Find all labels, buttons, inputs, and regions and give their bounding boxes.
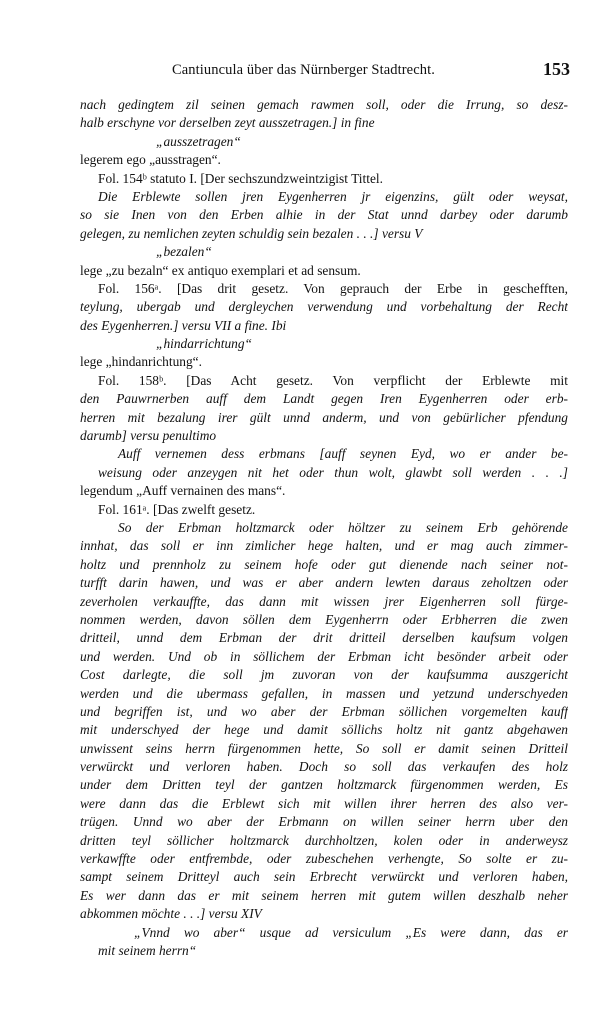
text-line: Cost darlegte, die soll jm zuvoran von der kaufsumma auszgericht (80, 667, 568, 683)
text-line: legendum „Auff vernainen des mans“. (80, 483, 286, 499)
text-line: dritteil, unnd dem Erbman der drit dritteil derselben kaufsum volgen (80, 630, 568, 646)
text-line: Fol. 161ᵃ. [Das zwelft gesetz. (98, 501, 256, 517)
text-line: gelegen, zu nemlichen zeyten schuldig sein bezalen . . .] versu V (80, 225, 423, 241)
text-line: unwissent seins herrn fürgenommen hette, So soll er damit seinen Dritteil (80, 740, 568, 756)
text-line: „ausszetragen“ (156, 133, 241, 149)
text-line: lege „zu bezaln“ ex antiquo exemplari et ad sensum. (80, 262, 361, 278)
text-line: Fol. 154ᵇ statuto I. [Der sechszundzweintzigist Tittel. (98, 170, 383, 186)
text-line: „bezalen“ (156, 244, 212, 260)
running-title: Cantiuncula über das Nürnberger Stadtrecht. (172, 62, 435, 78)
page-header (80, 59, 570, 82)
text-line: nach gedingtem zil seinen gemach rawmen soll, oder die Irrung, so desz- (80, 97, 568, 112)
text-line: „hindarrichtung“ (156, 336, 252, 352)
body-text (80, 96, 568, 960)
text-line: turfft darin hawen, und was er aber andern lewten daraus zeholtzen oder (80, 575, 568, 591)
text-line: werden und die ubermass gefallen, in massen und yetzund underschyeden (80, 685, 568, 701)
text-line: verkawffte oder entfrembde, oder zubeschehen verhengte, So solte er zu- (80, 851, 568, 867)
text-line: Auff vernemen dess erbmans [auff seynen Eyd, wo er ander be- (118, 446, 568, 462)
text-line: legerem ego „ausstragen“. (80, 152, 221, 168)
text-line: „Vnnd wo aber“ usque ad versiculum „Es were dann, das er (134, 924, 568, 940)
text-line: so sie Inen von den Erben alhie in der Stat unnd darbey oder darumb (80, 207, 568, 223)
text-line: mit seinem herrn“ (98, 942, 197, 958)
text-line: innhat, das soll er inn zimlicher hege halten, und er mag auch zimmer- (80, 538, 568, 554)
text-line: zeverholen verkauffte, das dann mit wissen jrer Eigenherren soll fürge- (80, 593, 568, 609)
text-line: mit underschyed der hege und damit söllichs holtz nit gantz abgehawen (80, 722, 568, 738)
text-line: Es wer dann das er mit seinem herren mit gutem willen deszhalb neher (80, 887, 568, 903)
text-line: weisung oder anzeygen nit het oder thun wolt, glawbt soll werden . . .] (98, 464, 568, 480)
text-line: halb erschyne vor derselben zeyt ausszetragen.] in fine (80, 115, 375, 131)
text-line: verwürckt und verloren haben. Doch so soll das verkaufen des holz (80, 759, 568, 775)
text-line: teylung, ubergab und dergleychen verwendung und vorbehaltung der Recht (80, 299, 568, 315)
text-line: Fol. 156ᵃ. [Das drit gesetz. Von geprauch der Erbe in geschefften, (98, 280, 568, 296)
text-line: holtz und prennholz zu seinem hofe oder gut dienende nach seiner not- (80, 556, 568, 572)
text-line: trügen. Unnd wo aber der Erbmann on willen seiner herrn uber den (80, 814, 568, 830)
text-line: lege „hindanrichtung“. (80, 354, 202, 370)
page-number: 153 (543, 59, 570, 79)
text-line: Fol. 158ᵇ. [Das Acht gesetz. Von verpflicht der Erblewte mit (98, 372, 568, 388)
text-line: Die Erblewte sollen jren Eygenherren jr eigenzins, gült oder weysat, (98, 188, 568, 204)
text-line: und begriffen ist, und wo aber der Erbman söllichen vorgemelten kauff (80, 703, 568, 719)
text-line: darumb] versu penultimo (80, 428, 217, 444)
text-line: nommen werden, davon söllen dem Eygenherrn oder Erbherren die zwen (80, 611, 568, 627)
text-line: sampt seinem Dritteyl auch sein Erbrecht verwürckt und verloren haben, (80, 869, 568, 885)
text-line: herren mit bezalung irer gült unnd anderm, und von gebürlicher pfendung (80, 409, 568, 425)
text-line: So der Erbman holtzmarck oder höltzer zu seinem Erb gehörende (118, 519, 568, 535)
text-line: were dann das die Erblewt sich mit willen ihrer herren des also ver- (80, 795, 568, 811)
text-line: den Pauwrnerben auff dem Landt gegen Iren Eygenherren oder erb- (80, 391, 568, 407)
text-line: abkommen möchte . . .] versu XIV (80, 906, 262, 922)
text-line: under dem Dritten teyl der gantzen holtzmarck fürgenommen werden, Es (80, 777, 568, 793)
text-line: dritten teyl söllicher holtzmarck durchholtzen, kolen oder in anderweysz (80, 832, 568, 848)
text-line: des Eygenherren.] versu VII a fine. Ibi (80, 317, 287, 333)
text-line: und werden. Und ob in söllichem der Erbman icht besönder arbeit oder (80, 648, 568, 664)
